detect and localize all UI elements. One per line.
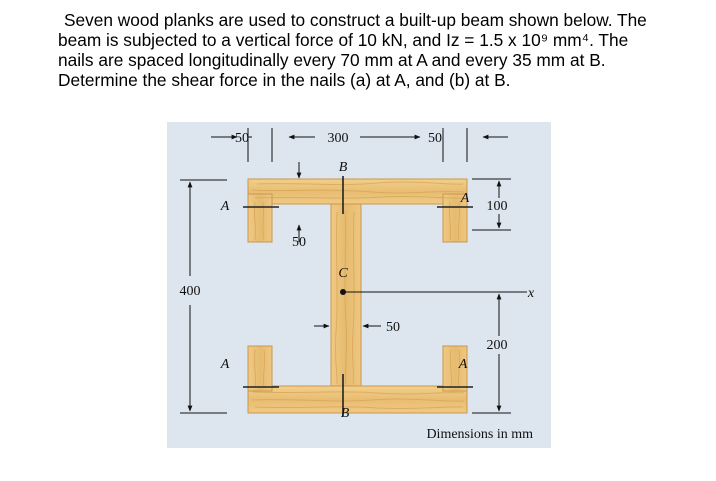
label-b-bottom: B	[340, 406, 350, 421]
dim-flange-width: 300	[327, 131, 349, 146]
problem-line-2: beam is subjected to a vertical force of 10 kN, and Iz = 1.5 x 10⁹ mm⁴. The	[58, 30, 629, 50]
dim-overall-height: 400	[179, 284, 201, 299]
label-x-axis: x	[527, 286, 535, 301]
centroid-dot	[340, 289, 346, 295]
block-top-left	[248, 194, 272, 242]
beam-figure	[167, 122, 551, 448]
beam-diagram	[167, 122, 551, 448]
figure-caption: Dimensions in mm	[426, 427, 533, 442]
dim-block-thickness: 50	[292, 235, 306, 250]
label-b-top: B	[338, 160, 348, 175]
problem-line-1: Seven wood planks are used to construct a built-up beam shown below. The	[64, 10, 647, 30]
label-a-top-left: A	[220, 199, 230, 214]
problem-line-3: nails are spaced longitudinally every 70 mm at A and every 35 mm at B.	[58, 50, 606, 70]
block-bottom-left	[248, 346, 272, 391]
dim-block-right: 50	[428, 131, 442, 146]
label-a-bottom-left: A	[220, 357, 230, 372]
label-c: C	[338, 266, 348, 281]
problem-line-4: Determine the shear force in the nails (a) at A, and (b) at B.	[58, 70, 511, 90]
dim-block-left: 50	[235, 131, 249, 146]
dim-centroid-bottom: 200	[486, 338, 508, 353]
dim-flange-thickness: 100	[486, 199, 508, 214]
dim-web-thickness: 50	[386, 320, 400, 335]
label-a-bottom-right: A	[458, 357, 468, 372]
label-a-top-right: A	[460, 191, 470, 206]
problem-statement	[58, 10, 708, 90]
